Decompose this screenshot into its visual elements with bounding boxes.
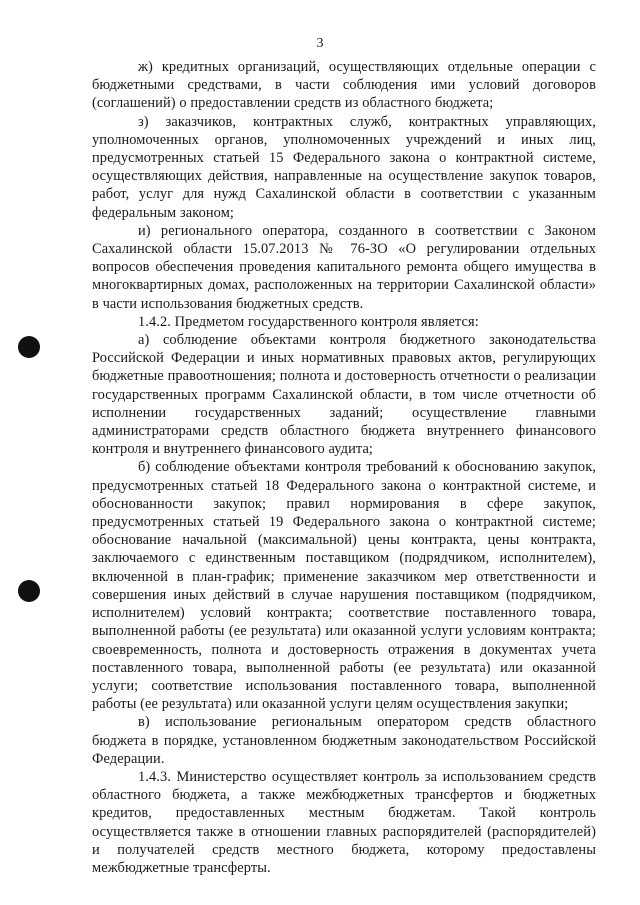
paragraph-b: б) соблюдение объектами контроля требований к обоснованию закупок, предусмотренных статьей 18 Федерального закона о контрактной системе, и обоснованности закупок; правил нормирования в сфере закупок, предусмотренных статьей 19 Федерального закона о контрактной системе; обоснование начальной (максимальной) цены контракта, цены контракта, заключаемого с единственным поставщиком (подрядчиком, исполнителем), включенной в план-график; применение заказчиком мер ответственности и совершения иных действий в случае нарушения поставщиком (подрядчиком, исполнителем) условий контракта; соответствие поставленного товара, выполненной работы (ее результата) или оказанной услуги условиям контракта; своевременность, полнота и достоверность отражения в документах учета поставленного товара, выполненной работы (ее результата) или оказанной услуги; соответствие использования поставленного товара, выполненной работы (ее результата) или оказанной услуги целям осуществления закупки; (92, 459, 596, 713)
paragraph-z: з) заказчиков, контрактных служб, контрактных управляющих, уполномоченных органов, уполномоченных учреждений и иных лиц, предусмотренных статьей 15 Федерального закона о контрактной системе, осуществляющих действия, направленные на осуществление закупок товаров, работ, услуг для нужд Сахалинской области в соответствии с указанным федеральным законом; (92, 113, 596, 221)
paragraph-zh: ж) кредитных организаций, осуществляющих отдельные операции с бюджетными средствами, в части соблюдения ими условий договоров (соглашений) о предоставлении средств из областного бюджета; (92, 59, 596, 112)
page-number: 3 (316, 36, 324, 51)
binder-hole-bottom (18, 580, 40, 602)
paragraph-i: и) регионального оператора, созданного в соответствии с Законом Сахалинской области 15.07.2013 № 76-ЗО «О регулировании отдельных вопросов обеспечения проведения капитального ремонта общего имущества в многоквартирных домах, расположенных на территории Сахалинской области» в части использования бюджетных средств. (92, 222, 596, 312)
paragraph-a: а) соблюдение объектами контроля бюджетного законодательства Российской Федерации и иных нормативных правовых актов, регулирующих бюджетные правоотношения; полнота и достоверность отчетности о реализации государственных программ Сахалинской области, в том числе отчетности об исполнении государственных заданий; осуществление главными администраторами средств областного бюджета внутреннего финансового контроля и внутреннего финансового аудита; (92, 332, 596, 458)
document-body (92, 58, 596, 877)
paragraph-1-4-2: 1.4.2. Предметом государственного контроля является: (138, 313, 479, 330)
paragraph-v: в) использование региональным оператором средств областного бюджета в порядке, установленном бюджетным законодательством Российской Федерации. (92, 714, 596, 767)
binder-hole-top (18, 336, 40, 358)
paragraph-1-4-3: 1.4.3. Министерство осуществляет контроль за использованием средств областного бюджета, а также межбюджетных трансфертов и бюджетных кредитов, предоставленных местным бюджетам. Такой контроль осуществляется также в отношении главных распорядителей (распорядителей) и получателей средств местного бюджета, которому предоставлены межбюджетные трансферты. (92, 768, 596, 876)
